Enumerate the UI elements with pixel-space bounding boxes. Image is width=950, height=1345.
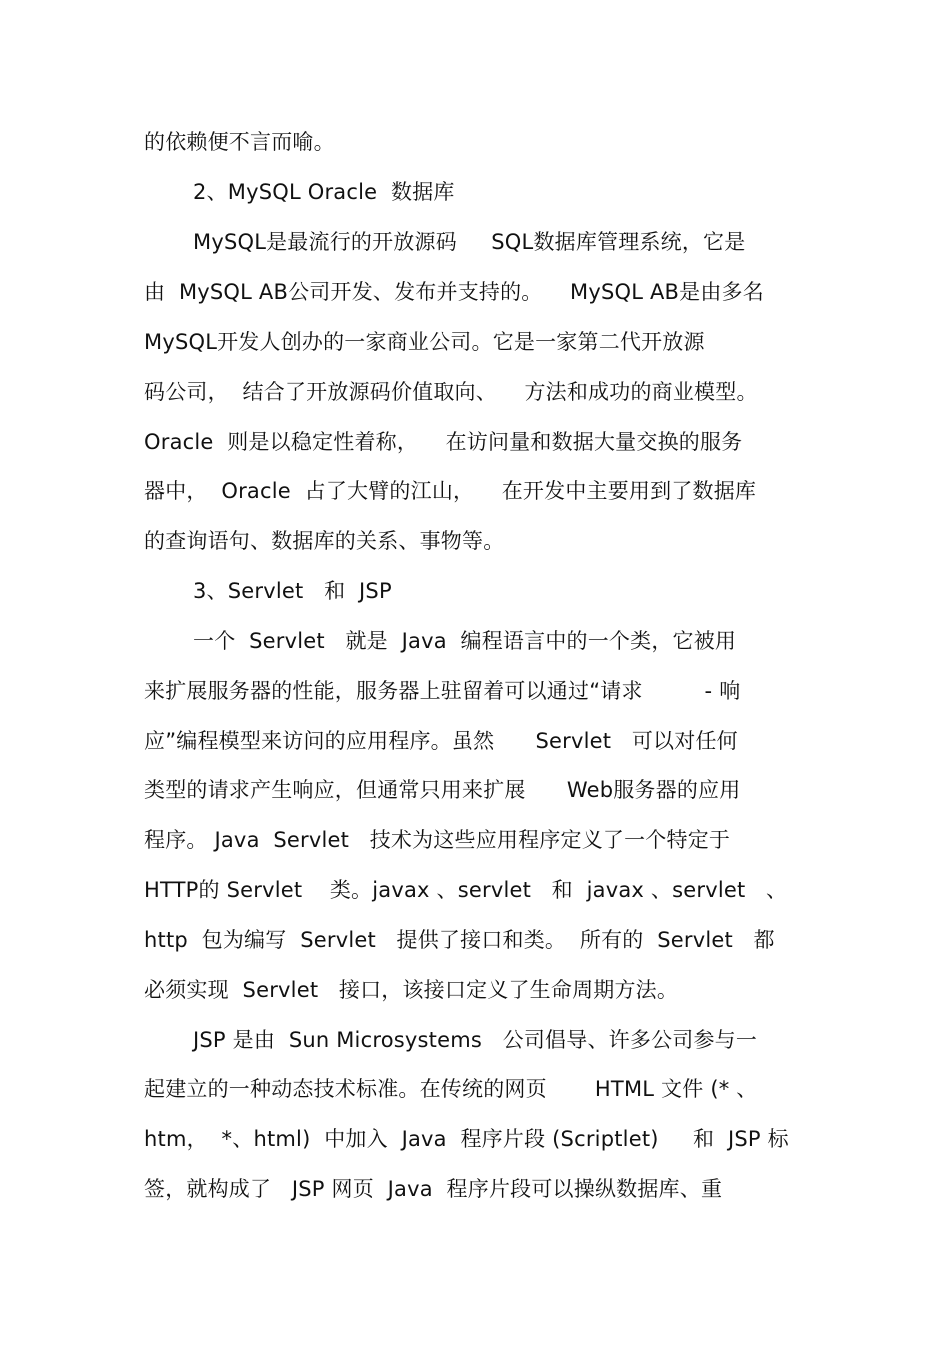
- text-line: Oracle 则是以稳定性着称， 在访问量和数据大量交换的服务: [144, 430, 743, 454]
- text-line: http 包为编写 Servlet 提供了接口和类。 所有的 Servlet 都: [144, 928, 775, 952]
- text-line: htm， *、html) 中加入 Java 程序片段 (Scriptlet) 和 JSP 标: [144, 1127, 789, 1151]
- text-line: 应”编程模型来访问的应用程序。虽然 Servlet 可以对任何: [144, 729, 738, 753]
- text-line: 类型的请求产生响应，但通常只用来扩展 Web服务器的应用: [144, 778, 741, 802]
- text-line: 器中， Oracle 占了大臂的江山， 在开发中主要用到了数据库: [144, 479, 757, 503]
- text-line: 码公司， 结合了开放源码价值取向、 方法和成功的商业模型。: [144, 380, 758, 404]
- text-line: 起建立的一种动态技术标准。在传统的网页 HTML 文件 (* 、: [144, 1077, 758, 1101]
- text-line: MySQL是最流行的开放源码 SQL数据库管理系统，它是: [193, 230, 746, 254]
- text-line: 由 MySQL AB公司开发、发布并支持的。 MySQL AB是由多名: [144, 280, 764, 304]
- text-line: 的查询语句、数据库的关系、事物等。: [144, 529, 505, 553]
- text-line: 的依赖便不言而喻。: [144, 130, 335, 154]
- text-line: 必须实现 Servlet 接口，该接口定义了生命周期方法。: [144, 978, 679, 1002]
- text-line: 来扩展服务器的性能，服务器上驻留着可以通过“请求 - 响: [144, 679, 741, 703]
- text-line: 一个 Servlet 就是 Java 编程语言中的一个类，它被用: [193, 629, 737, 653]
- text-line: HTTP的 Servlet 类。javax 、servlet 和 javax 、servlet 、: [144, 878, 788, 902]
- text-line: 程序。 Java Servlet 技术为这些应用程序定义了一个特定于: [144, 828, 731, 852]
- section-heading-mysql-oracle: 2、MySQL Oracle 数据库: [193, 180, 455, 204]
- section-heading-servlet-jsp: 3、Servlet 和 JSP: [193, 579, 392, 603]
- text-line: JSP 是由 Sun Microsystems 公司倡导、许多公司参与一: [193, 1028, 758, 1052]
- text-line: 签，就构成了 JSP 网页 Java 程序片段可以操纵数据库、重: [144, 1177, 723, 1201]
- text-line: MySQL开发人创办的一家商业公司。它是一家第二代开放源: [144, 330, 705, 354]
